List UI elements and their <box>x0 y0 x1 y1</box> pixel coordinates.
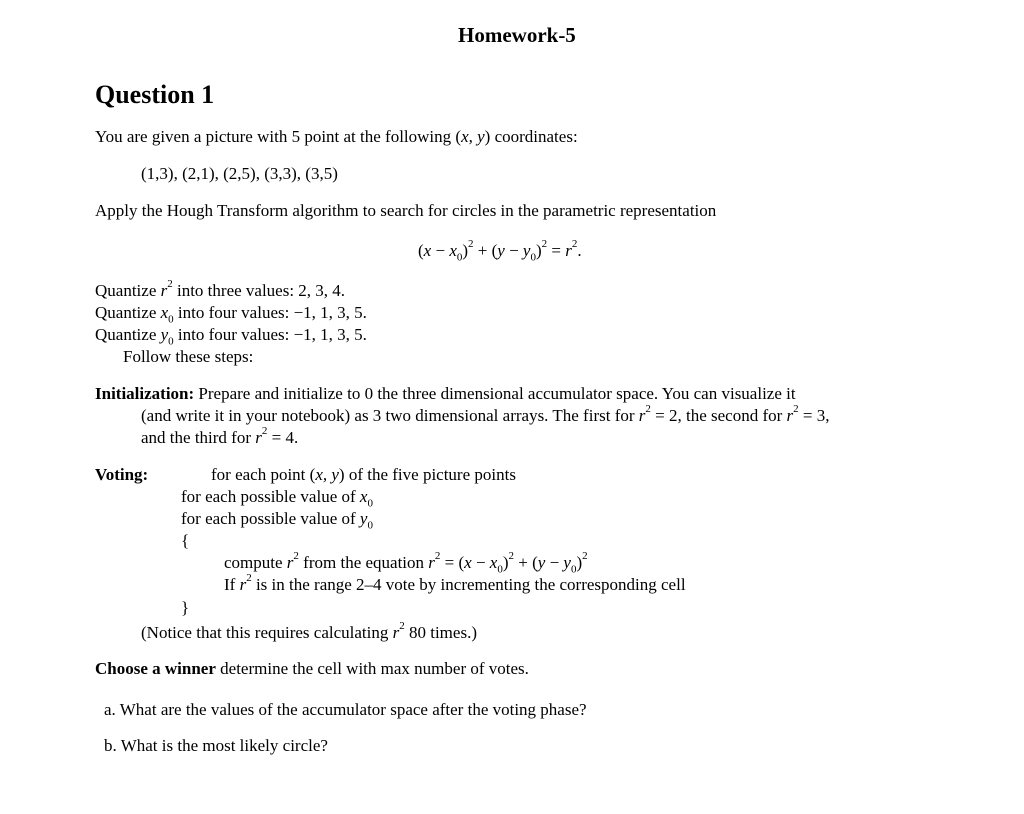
initialization-line3: and the third for $r^2 = 4$. <box>141 425 299 447</box>
document-title: Homework-5 <box>458 23 576 47</box>
choose-winner: Choose a winner determine the cell with max number of votes. <box>95 659 529 678</box>
choose-label: Choose a winner <box>95 659 216 678</box>
voting-line4: compute $r^2$ from the equation $r^2 = (x - x_0)^2 + (y - y_0)^2$ <box>224 550 588 576</box>
item-a-marker: a. <box>104 700 116 719</box>
item-a <box>104 699 587 721</box>
notice-text: (Notice that this requires calculating $r^2$ 80 times.) <box>141 620 477 642</box>
follow-steps: Follow these steps: <box>123 347 254 366</box>
apply-text: Apply the Hough Transform algorithm to search for circles in the parametric representation <box>95 201 717 220</box>
question-heading: Question 1 <box>95 80 215 109</box>
initialization-line1: Initialization: Prepare and initialize to 0 the three dimensional accumulator space. You can visualize it <box>95 384 796 403</box>
quantize-x0: Quantize $x_0$ into four values: −1, 1, 3, 5. <box>95 303 367 326</box>
voting-line5: If $r^2$ is in the range 2–4 vote by incrementing the corresponding cell <box>224 572 686 594</box>
initialization-line2: (and write it in your notebook) as 3 two dimensional arrays. The first for $r^2 = 2$, the second for $r^2 = 3$, <box>141 403 830 425</box>
voting-line3: for each possible value of $y_0$ <box>181 509 373 532</box>
voting-line1: for each point (x, y) of the five picture points <box>211 465 516 484</box>
initialization-label: Initialization: <box>95 384 195 403</box>
item-a-text: What are the values of the accumulator space after the voting phase? <box>119 700 587 719</box>
item-b <box>104 735 328 757</box>
circle-equation: $(x - x_0)^2 + (y - y_0)^2 = r^2$. <box>418 238 582 264</box>
voting-line2: for each possible value of $x_0$ <box>181 487 373 510</box>
intro-text <box>95 126 578 148</box>
item-b-text: What is the most likely circle? <box>120 736 328 755</box>
brace-close: } <box>181 598 190 617</box>
intro-label: You are given a picture with 5 point at the following (x, y) coordinates: <box>95 127 578 146</box>
quantize-r2: Quantize $r^2$ into three values: 2, 3, 4. <box>95 278 346 300</box>
points-list: (1,3), (2,1), (2,5), (3,3), (3,5) <box>141 164 338 183</box>
quantize-y0: Quantize $y_0$ into four values: −1, 1, 3, 5. <box>95 325 367 348</box>
item-b-marker: b. <box>104 736 117 755</box>
brace-open: { <box>181 531 190 550</box>
voting-label: Voting: <box>95 465 149 484</box>
